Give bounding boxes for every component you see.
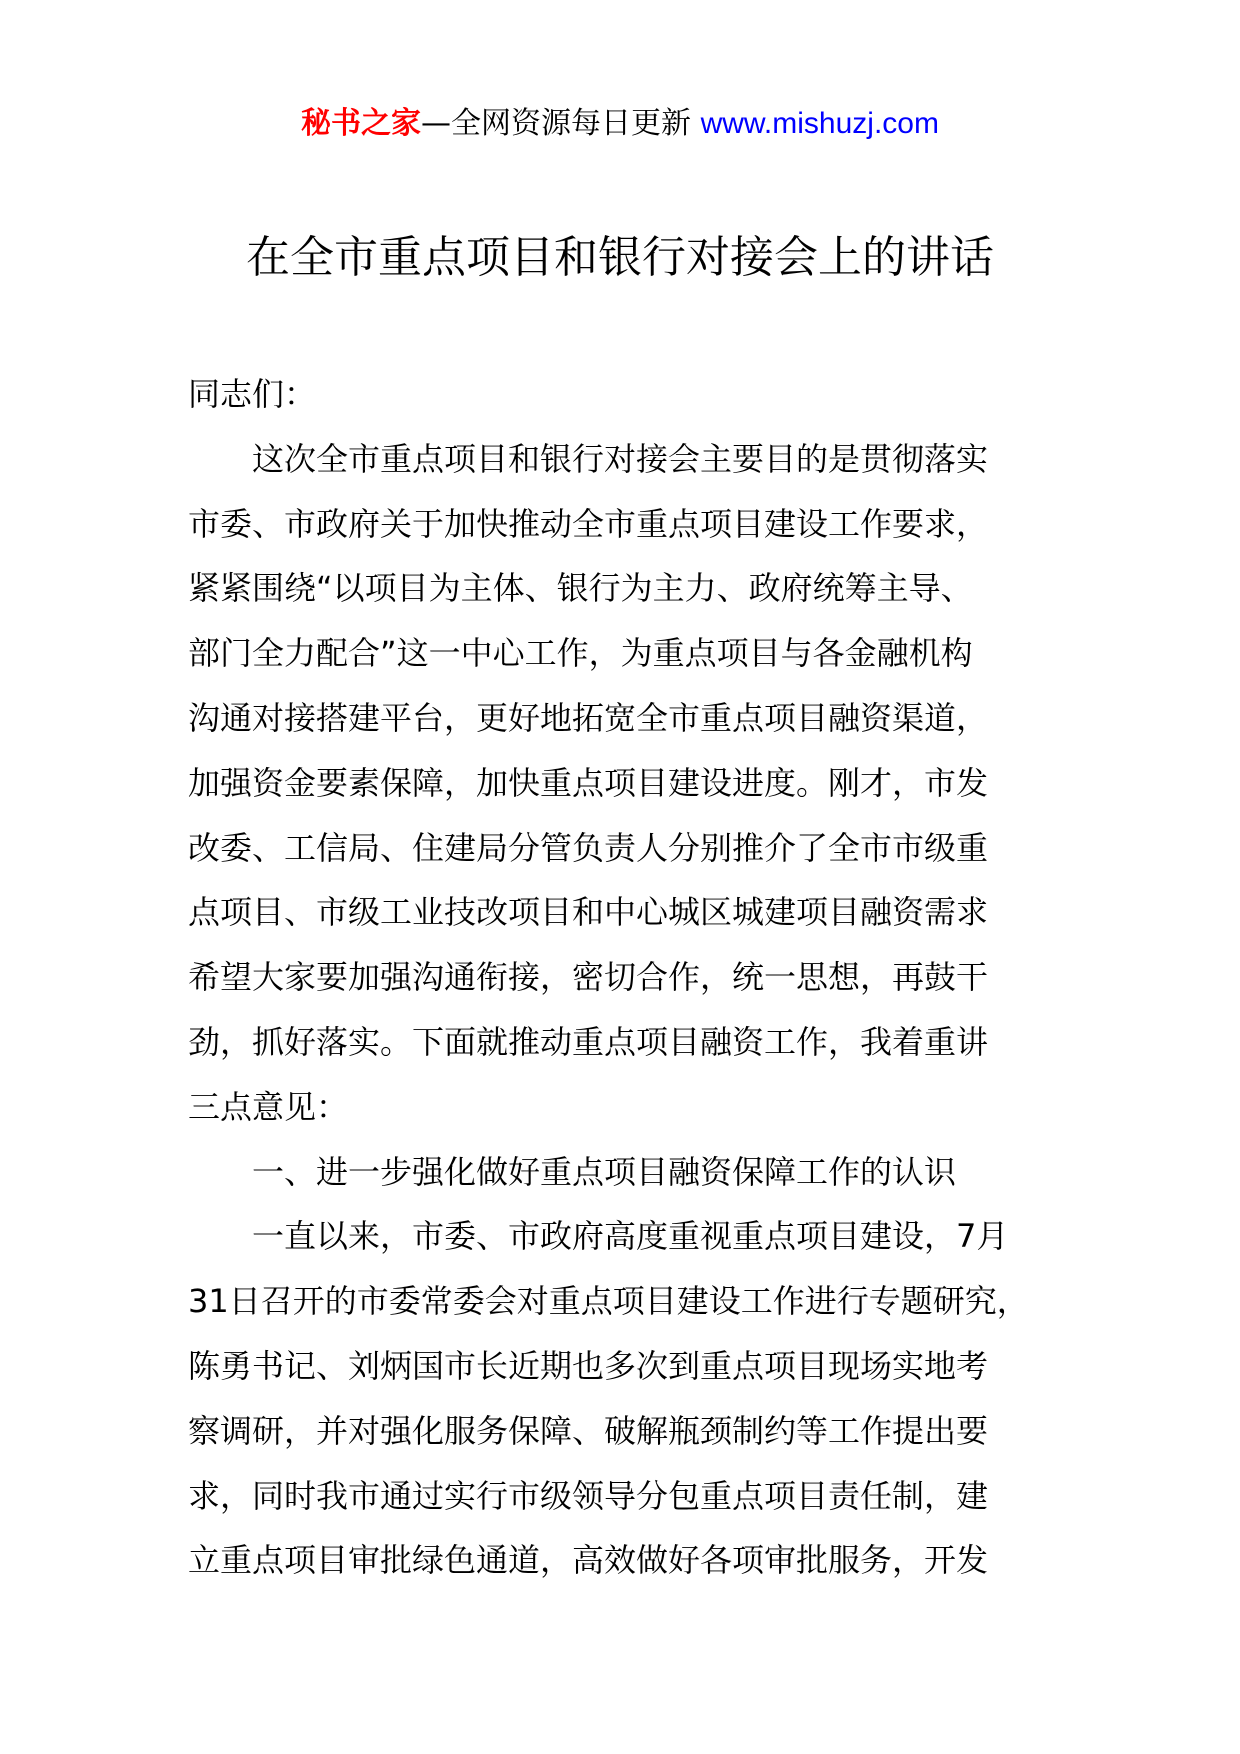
paragraph-line: 紧紧围绕“以项目为主体、银行为主力、政府统筹主导、 xyxy=(188,569,973,608)
paragraph-line: 察调研，并对强化服务保障、破解瓶颈制约等工作提出要 xyxy=(188,1411,989,1450)
paragraph-line: 一直以来，市委、市政府高度重视重点项目建设，7月 xyxy=(252,1217,1009,1256)
paragraph-line: 劲，抓好落实。下面就推动重点项目融资工作，我着重讲 xyxy=(188,1022,989,1061)
paragraph-line: 求，同时我市通过实行市级领导分包重点项目责任制，建 xyxy=(188,1476,989,1515)
paragraph-line: 点项目、市级工业技改项目和中心城区城建项目融资需求 xyxy=(188,893,989,932)
section-heading: 一、进一步强化做好重点项目融资保障工作的认识 xyxy=(252,1152,957,1191)
paragraph-line: 希望大家要加强沟通衔接，密切合作，统一思想，再鼓干 xyxy=(188,958,989,997)
site-banner xyxy=(0,102,1240,146)
paragraph-line: 立重点项目审批绿色通道，高效做好各项审批服务，开发 xyxy=(188,1541,989,1580)
site-url-link[interactable]: www.mishuzj.com xyxy=(700,107,939,140)
document-title: 在全市重点项目和银行对接会上的讲话 xyxy=(246,232,994,283)
paragraph-line: 改委、工信局、住建局分管负责人分别推介了全市市级重 xyxy=(188,828,989,867)
paragraph-line: 陈勇书记、刘炳国市长近期也多次到重点项目现场实地考 xyxy=(188,1346,989,1385)
paragraph-line: 31日召开的市委常委会对重点项目建设工作进行专题研究， xyxy=(188,1282,1029,1321)
paragraph-line: 三点意见： xyxy=(188,1087,349,1126)
banner-slogan: —全网资源每日更新 xyxy=(421,106,701,141)
paragraph-line: 这次全市重点项目和银行对接会主要目的是贯彻落实 xyxy=(252,439,989,478)
paragraph-line: 沟通对接搭建平台，更好地拓宽全市重点项目融资渠道， xyxy=(188,698,989,737)
brand-name: 秘书之家 xyxy=(301,106,422,141)
paragraph-line: 加强资金要素保障，加快重点项目建设进度。刚才，市发 xyxy=(188,763,989,802)
paragraph-line: 市委、市政府关于加快推动全市重点项目建设工作要求， xyxy=(188,504,989,543)
salutation-line: 同志们： xyxy=(188,375,317,413)
speech-body xyxy=(188,362,1068,1593)
paragraph-line: 部门全力配合”这一中心工作，为重点项目与各金融机构 xyxy=(188,634,973,673)
